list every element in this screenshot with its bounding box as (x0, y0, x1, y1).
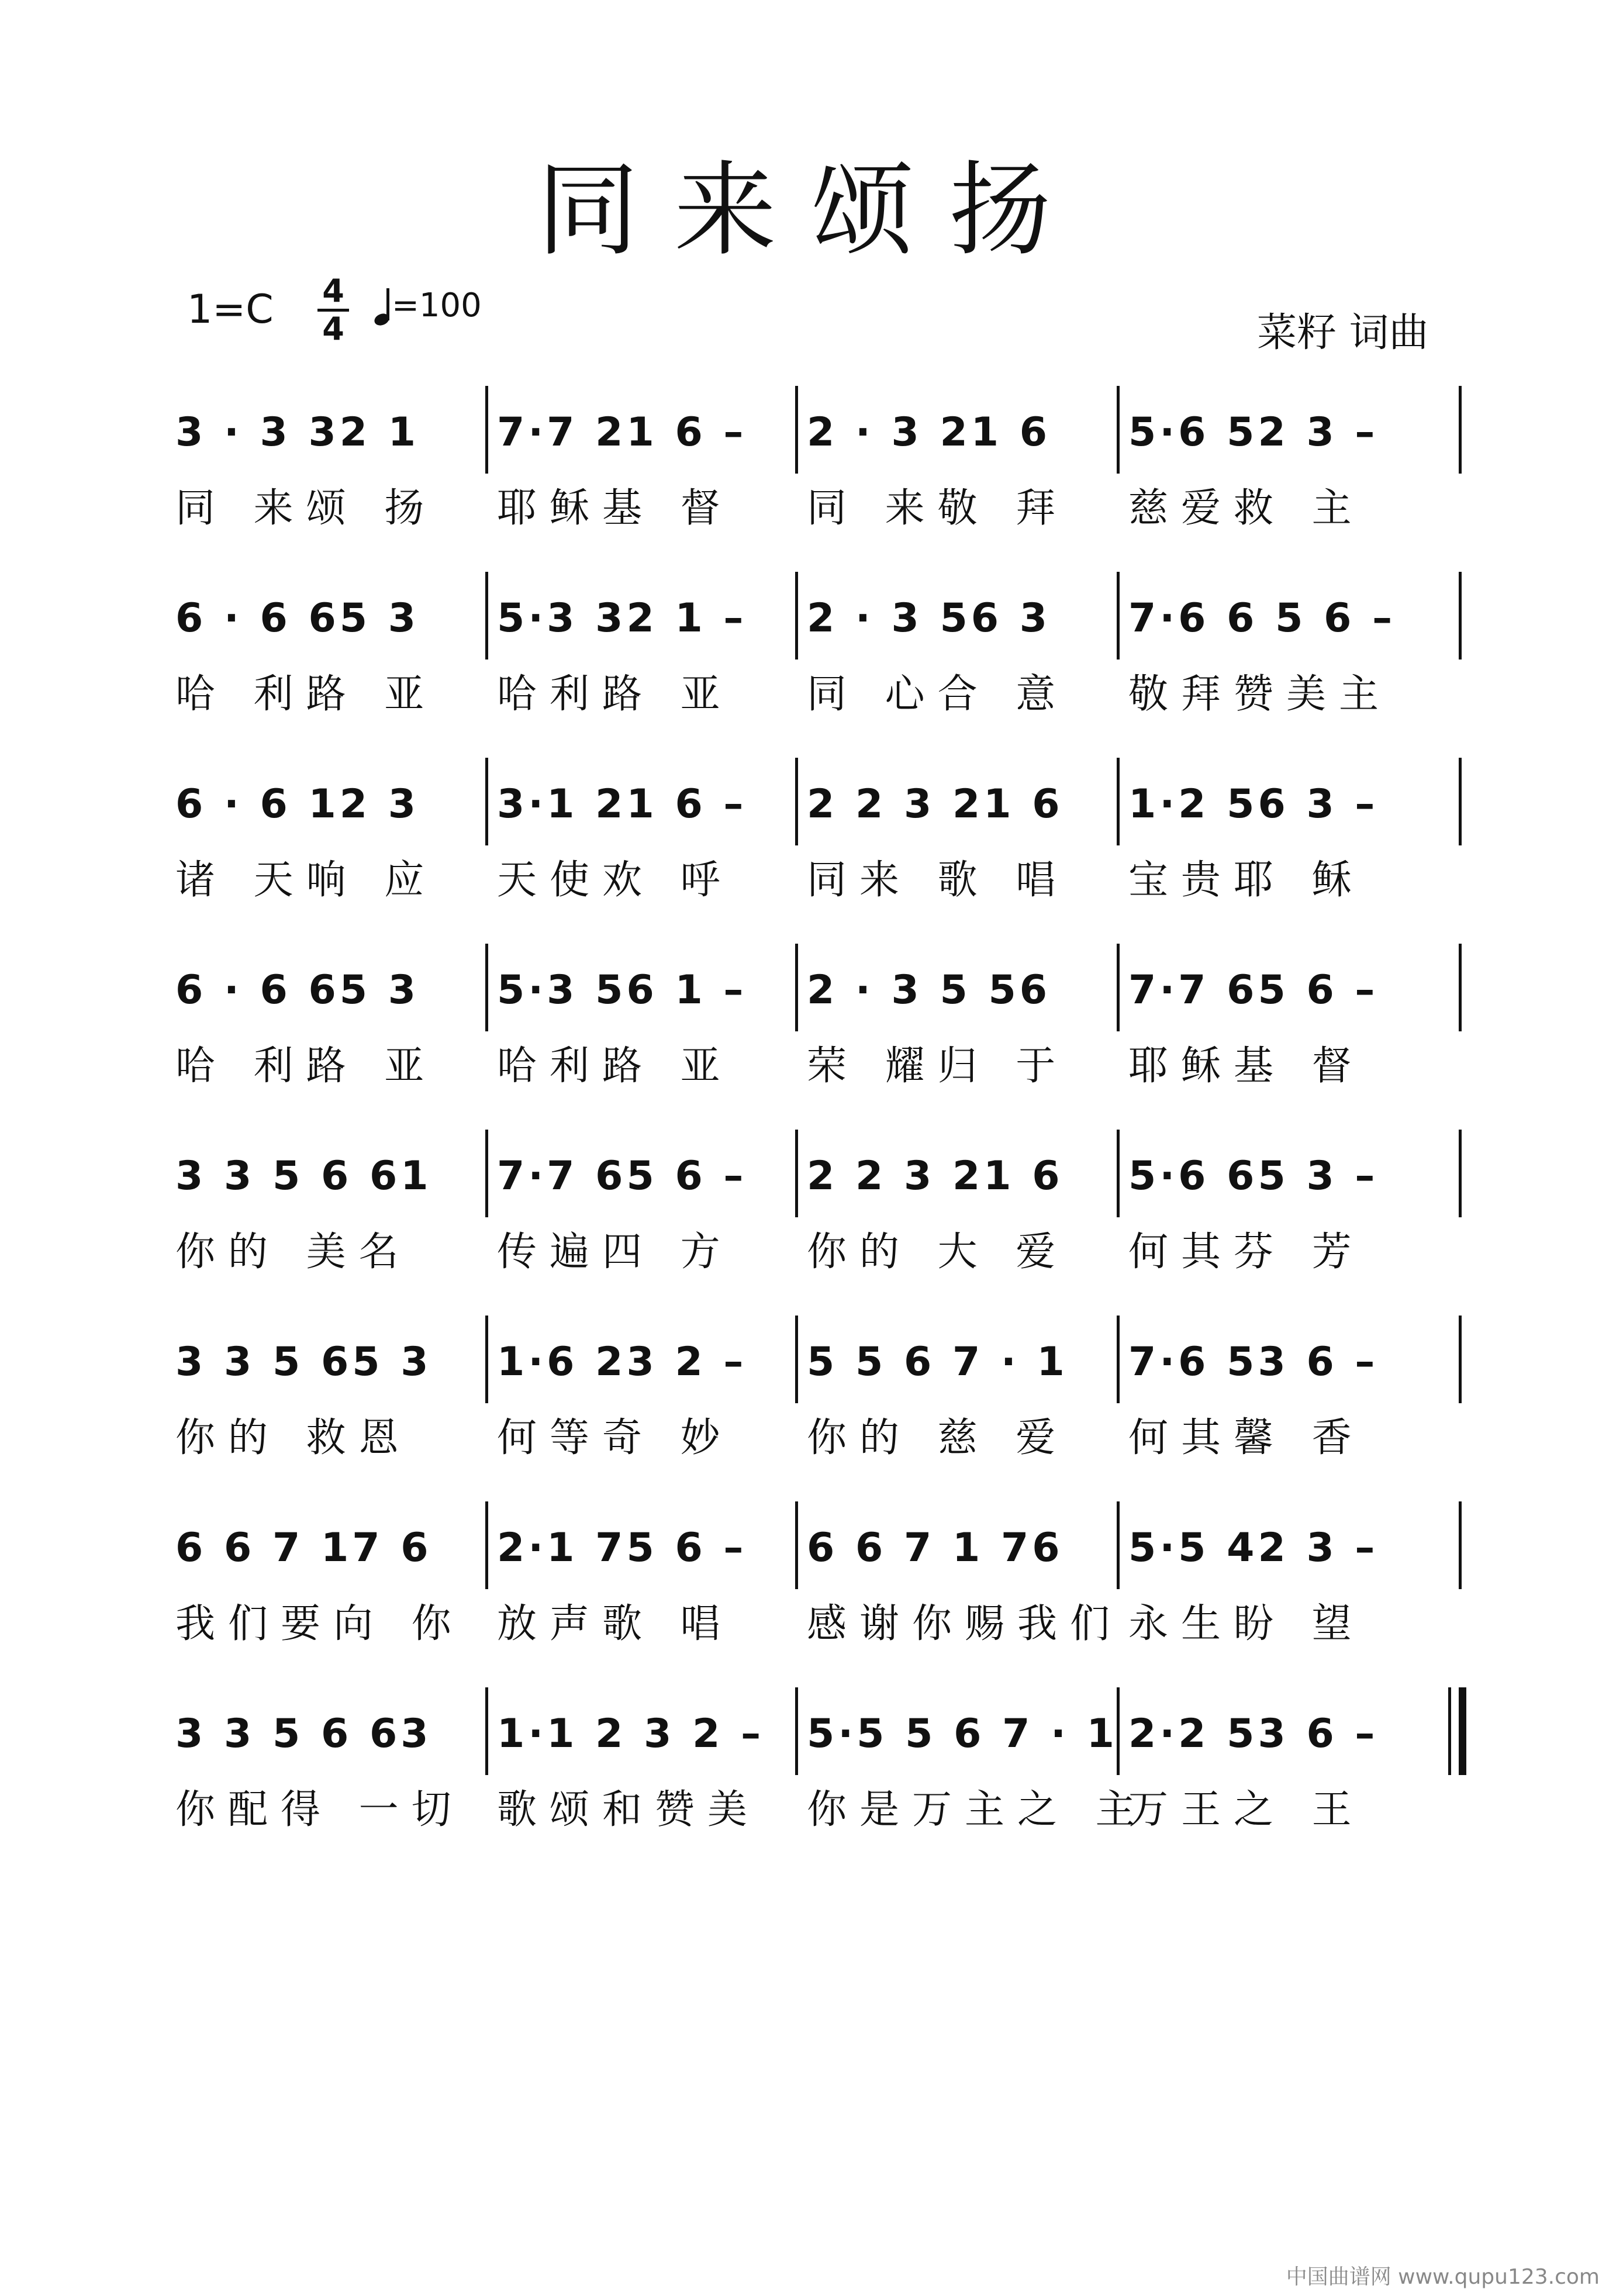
barline (795, 944, 798, 1031)
measure-lyrics: 你的 美名 (175, 1229, 412, 1275)
measure-notes: 7·6 53 6 – (1128, 1339, 1379, 1385)
final-barline-thick (1459, 1687, 1466, 1775)
measure-lyrics: 天使欢 呼 (497, 857, 733, 903)
staff-line (170, 560, 1465, 717)
measure-lyrics: 何其芬 芳 (1128, 1229, 1365, 1275)
staff-line (170, 1118, 1465, 1275)
measure-notes: 7·7 21 6 – (497, 409, 747, 455)
measure-lyrics: 我们要向 你 (175, 1601, 464, 1647)
measure-lyrics: 同 来颂 扬 (175, 485, 437, 531)
tempo-value: =100 (392, 286, 482, 324)
measure-notes: 7·7 65 6 – (1128, 967, 1379, 1013)
measure-lyrics: 你的 救恩 (175, 1415, 412, 1461)
measure-notes: 5·5 5 6 7 · 1 (807, 1711, 1118, 1757)
measure-lyrics: 同来 歌 唱 (807, 857, 1069, 903)
barline (1117, 758, 1120, 845)
barline (795, 572, 798, 660)
barline (795, 1687, 798, 1775)
measure-notes: 2 · 3 56 3 (807, 595, 1051, 641)
measure-lyrics: 你是万主之 主 (807, 1787, 1148, 1833)
measure-lyrics: 放声歌 唱 (497, 1601, 733, 1647)
measure-notes: 6 6 7 17 6 (175, 1525, 432, 1571)
measure-notes: 5 5 6 7 · 1 (807, 1339, 1068, 1385)
staff-line (170, 1304, 1465, 1461)
measure-notes: 5·5 42 3 – (1128, 1525, 1379, 1571)
key-signature: 1=C (187, 286, 274, 333)
measure-lyrics: 耶稣基 督 (497, 485, 733, 531)
barline (1117, 1501, 1120, 1589)
measure-lyrics: 感谢你赐我们 (807, 1601, 1123, 1647)
barline (485, 944, 488, 1031)
staff-line (170, 746, 1465, 903)
measure-lyrics: 同 心合 意 (807, 671, 1069, 717)
measure-notes: 2 · 3 5 56 (807, 967, 1051, 1013)
barline (485, 1316, 488, 1403)
barline (1459, 572, 1462, 660)
measure-lyrics: 你配得 一切 (175, 1787, 464, 1833)
staff-line (170, 932, 1465, 1089)
barline (1459, 944, 1462, 1031)
barline (485, 1130, 488, 1217)
barline (485, 1687, 488, 1775)
measure-notes: 5·6 52 3 – (1128, 409, 1379, 455)
barline (1117, 386, 1120, 474)
measure-lyrics: 诸 天响 应 (175, 857, 437, 903)
measure-lyrics: 哈 利路 亚 (175, 1043, 437, 1089)
barline (795, 1501, 798, 1589)
measure-notes: 3·1 21 6 – (497, 781, 747, 827)
measure-lyrics: 永生盼 望 (1128, 1601, 1365, 1647)
measure-lyrics: 荣 耀归 于 (807, 1043, 1069, 1089)
measure-notes: 6 · 6 65 3 (175, 967, 420, 1013)
measure-notes: 6 · 6 65 3 (175, 595, 420, 641)
measure-lyrics: 何等奇 妙 (497, 1415, 733, 1461)
measure-notes: 3 · 3 32 1 (175, 409, 420, 455)
measure-notes: 1·2 56 3 – (1128, 781, 1379, 827)
staff-line (170, 1490, 1465, 1647)
measure-lyrics: 何其馨 香 (1128, 1415, 1365, 1461)
watermark: 中国曲谱网 www.qupu123.com (1286, 2265, 1600, 2289)
measure-notes: 2 2 3 21 6 (807, 781, 1063, 827)
barline (1459, 1501, 1462, 1589)
measure-lyrics: 敬拜赞美主 (1128, 671, 1392, 717)
measure-lyrics: 你的 慈 爱 (807, 1415, 1069, 1461)
staff-line (170, 1676, 1465, 1833)
barline (485, 572, 488, 660)
measure-lyrics: 哈利路 亚 (497, 671, 733, 717)
measure-lyrics: 万王之 王 (1128, 1787, 1365, 1833)
barline (485, 758, 488, 845)
barline (1117, 944, 1120, 1031)
measure-lyrics: 哈 利路 亚 (175, 671, 437, 717)
measure-lyrics: 耶稣基 督 (1128, 1043, 1365, 1089)
barline (485, 1501, 488, 1589)
quarter-note-icon (374, 290, 392, 325)
measure-lyrics: 歌颂和赞美 (497, 1787, 761, 1833)
measure-notes: 5·3 56 1 – (497, 967, 747, 1013)
measure-notes: 7·7 65 6 – (497, 1153, 747, 1199)
barline (1459, 386, 1462, 474)
measure-lyrics: 同 来敬 拜 (807, 485, 1069, 531)
barline (1117, 1316, 1120, 1403)
barline (1459, 1130, 1462, 1217)
measure-lyrics: 传遍四 方 (497, 1229, 733, 1275)
measure-notes: 7·6 6 5 6 – (1128, 595, 1396, 641)
time-signature (313, 274, 354, 347)
barline (1117, 1130, 1120, 1217)
time-signature-bottom: 4 (322, 310, 344, 347)
barline (795, 1316, 798, 1403)
measure-lyrics: 慈爱救 主 (1128, 485, 1365, 531)
barline (485, 386, 488, 474)
measure-notes: 3 3 5 65 3 (175, 1339, 432, 1385)
measure-notes: 1·1 2 3 2 – (497, 1711, 765, 1757)
measure-notes: 2·2 53 6 – (1128, 1711, 1379, 1757)
barline (795, 1130, 798, 1217)
song-title: 同来颂扬 (537, 151, 1086, 270)
staff-line (170, 374, 1465, 531)
measure-notes: 3 3 5 6 61 (175, 1153, 432, 1199)
barline (1117, 572, 1120, 660)
tempo-marking (374, 286, 482, 325)
barline (795, 758, 798, 845)
barline (1459, 1316, 1462, 1403)
measure-lyrics: 宝贵耶 稣 (1128, 857, 1365, 903)
measure-notes: 3 3 5 6 63 (175, 1711, 432, 1757)
measure-notes: 2·1 75 6 – (497, 1525, 747, 1571)
final-barline-thin (1448, 1687, 1451, 1775)
measure-notes: 6 · 6 12 3 (175, 781, 420, 827)
barline (1459, 758, 1462, 845)
barline (795, 386, 798, 474)
measure-notes: 6 6 7 1 76 (807, 1525, 1063, 1571)
measure-notes: 5·3 32 1 – (497, 595, 747, 641)
measure-notes: 5·6 65 3 – (1128, 1153, 1379, 1199)
measure-notes: 2 2 3 21 6 (807, 1153, 1063, 1199)
time-signature-top: 4 (322, 272, 344, 309)
measure-notes: 1·6 23 2 – (497, 1339, 747, 1385)
measure-notes: 2 · 3 21 6 (807, 409, 1051, 455)
credit: 菜籽 词曲 (1257, 310, 1429, 356)
measure-lyrics: 哈利路 亚 (497, 1043, 733, 1089)
measure-lyrics: 你的 大 爱 (807, 1229, 1069, 1275)
